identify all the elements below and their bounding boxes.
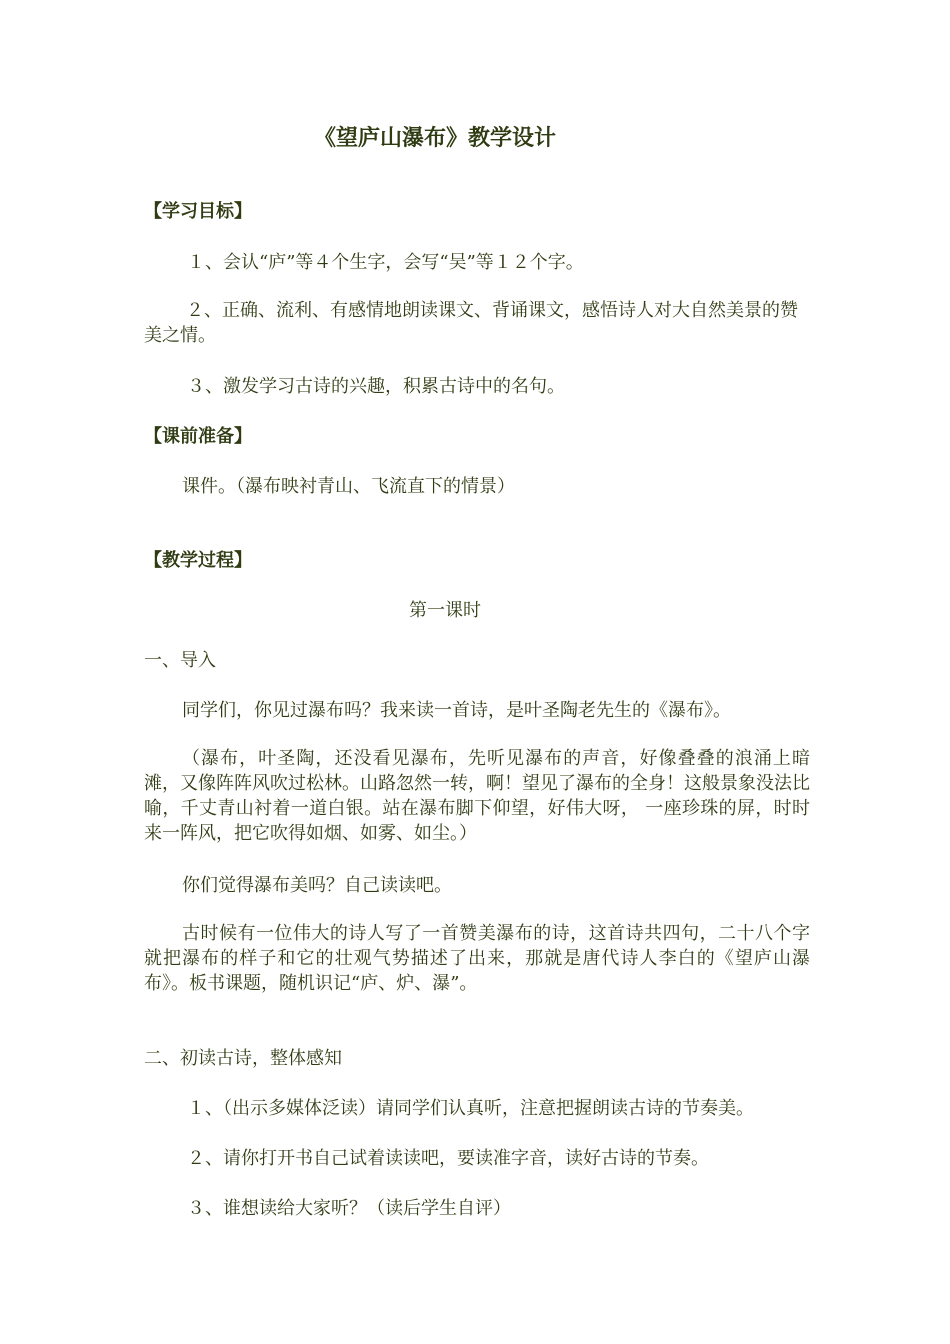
goal-item-3: ３、激发学习古诗的兴趣，积累古诗中的名句。	[187, 376, 565, 397]
prep-text: 课件。（瀑布映衬青山、飞流直下的情景）	[182, 476, 515, 497]
section2-item-3: ３、谁想读给大家听？（读后学生自评）	[187, 1198, 511, 1219]
section1-title: 一、导入	[144, 650, 216, 671]
document-title: 《望庐山瀑布》教学设计	[313, 125, 556, 151]
lesson-title: 第一课时	[409, 600, 481, 621]
section1-paragraph-4: 古时候有一位伟大的诗人写了一首赞美瀑布的诗，这首诗共四句，二十八个字就把瀑布的样子和它的壮观气势描述了出来，那就是唐代诗人李白的《望庐山瀑布》。板书课题，随机识记“庐、炉、瀑”。	[144, 923, 810, 994]
section1-paragraph-3: 你们觉得瀑布美吗？自己读读吧。	[182, 875, 452, 896]
goal-item-1: １、会认“庐”等４个生字，会写“吴”等１２个字。	[187, 252, 584, 273]
section2-item-2: ２、请你打开书自己试着读读吧，要读准字音，读好古诗的节奏。	[187, 1148, 709, 1169]
goals-heading: 【学习目标】	[144, 201, 252, 222]
section2-item-1: １、（出示多媒体泛读）请同学们认真听，注意把握朗读古诗的节奏美。	[187, 1098, 754, 1119]
prep-heading: 【课前准备】	[144, 426, 252, 447]
section2-title: 二、初读古诗，整体感知	[144, 1048, 342, 1069]
section1-paragraph-2: （瀑布，叶圣陶，还没看见瀑布，先听见瀑布的声音，好像叠叠的浪涌上暗滩，又像阵阵风吹过松林。山路忽然一转，啊！望见了瀑布的全身！这般景象没法比喻，千丈青山衬着一道白银。站在瀑布脚下仰望，好伟大呀， 一座珍珠的屏，时时来一阵风，把它吹得如烟、如雾、如尘。）	[144, 748, 810, 844]
process-heading: 【教学过程】	[144, 550, 252, 571]
section1-paragraph-1: 同学们，你见过瀑布吗？我来读一首诗，是叶圣陶老先生的《瀑布》。	[182, 700, 731, 721]
goal-item-2: ２、正确、流利、有感情地朗读课文、背诵课文，感悟诗人对大自然美景的赞美之情。	[144, 300, 798, 346]
